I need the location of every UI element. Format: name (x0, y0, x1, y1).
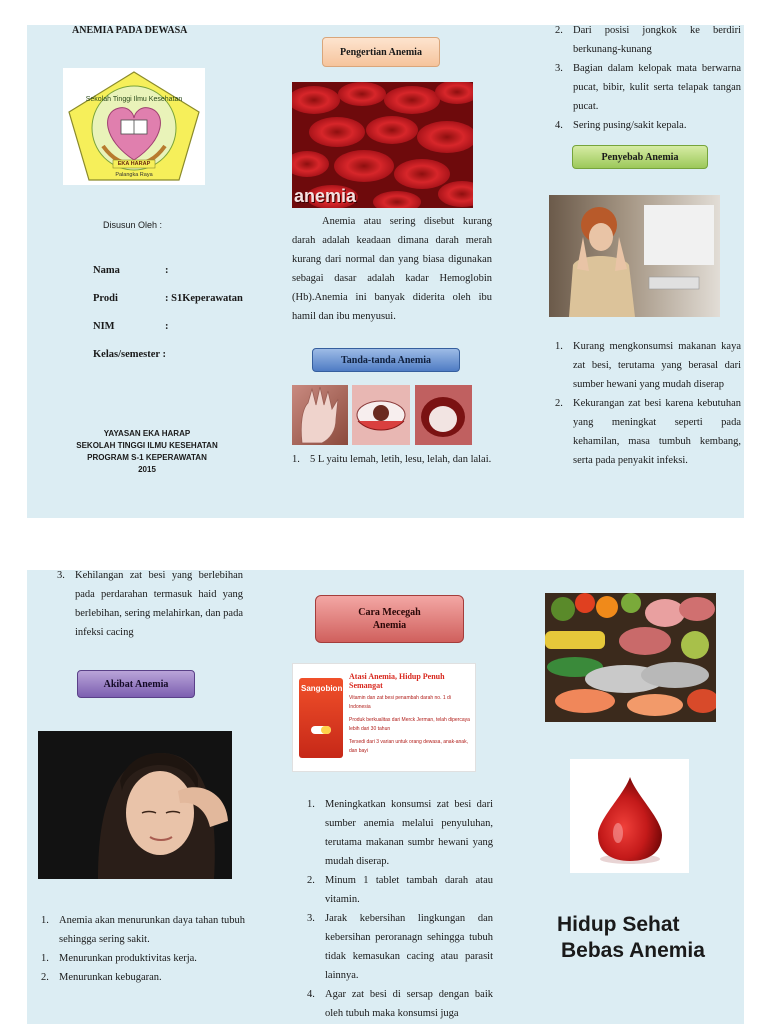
slogan-line1: Hidup Sehat (557, 913, 680, 936)
list-item (555, 337, 741, 394)
list-number: 2. (555, 25, 563, 36)
effects-list (41, 911, 245, 987)
list-text: Sering pusing/sakit kepala. (573, 120, 687, 131)
field-nim (93, 321, 169, 332)
headache-person-icon (38, 731, 232, 879)
iron-rich-food-image (545, 593, 716, 722)
tired-person-icon (549, 195, 720, 317)
list-item (307, 909, 493, 985)
institution-program: PROGRAM S-1 KEPERAWATAN (87, 453, 207, 462)
school-logo-icon (63, 68, 205, 185)
field-label: Kelas/semester : (93, 349, 166, 360)
ad-brand: Sangobion (301, 684, 343, 693)
brochure-front-page (27, 25, 744, 518)
school-logo (63, 68, 205, 185)
list-number: 4. (307, 989, 315, 1000)
list-text: Jarak kebersihan lingkungan dan kebersihan peroranagn sehingga tubuh tidak kemasukan cacing atau parasit lainnya. (325, 913, 493, 981)
list-text: Kurang mengkonsumsi makanan kaya zat besi, terutama yang berasal dari sumber hewani yang mudah diserap (573, 341, 741, 390)
ad-bullet: Produk berkualitas dari Merck Jerman, telah dipercaya lebih dari 30 tahun (349, 717, 470, 732)
slogan (557, 912, 747, 964)
palm-icon (292, 385, 348, 445)
prepared-by: Disusun Oleh : (103, 220, 163, 230)
heading-definition: Pengertian Anemia (322, 37, 440, 67)
list-text: Menurunkan produktivitas kerja. (59, 953, 197, 964)
institution-school: SEKOLAH TINGGI ILMU KESEHATAN (76, 441, 218, 450)
institution-block (37, 428, 257, 476)
field-kelas (93, 349, 166, 360)
heading-prevention: Cara Mecegah Anemia (315, 595, 464, 643)
list-item (292, 450, 492, 469)
ad-bullet: Vitamin dan zat besi penambah darah no. 1 di Indonesia (349, 695, 451, 710)
list-item (307, 795, 493, 871)
brochure-back-page (27, 570, 744, 1024)
list-number: 1. (292, 454, 300, 465)
list-number: 1. (307, 799, 315, 810)
medicine-box (299, 678, 343, 758)
field-prodi (93, 293, 243, 304)
logo-banner: EKA HARAP (117, 161, 151, 167)
field-label: Nama (93, 265, 120, 276)
list-number: 1. (41, 953, 49, 964)
list-number: 2. (555, 398, 563, 409)
pale-palm-image (292, 385, 348, 445)
pale-lips-image (415, 385, 472, 445)
capsule-icon (309, 718, 333, 742)
causes-continued-list (57, 566, 243, 642)
mouth-icon (415, 385, 472, 445)
list-item (41, 911, 245, 949)
ad-headline: Atasi Anemia, Hidup Penuh Semangat (349, 672, 445, 690)
list-item (307, 871, 493, 909)
list-item (555, 21, 741, 59)
tired-worker-image (549, 195, 720, 317)
list-item (41, 949, 245, 968)
logo-arc-text: Sekolah Tinggi Ilmu Kesehatan (85, 96, 183, 103)
signs-list (292, 450, 492, 469)
logo-city: Palangka Raya (115, 172, 153, 178)
list-number: 2. (307, 875, 315, 886)
heading-signs: Tanda-tanda Anemia (312, 348, 460, 372)
blood-drop-icon (570, 759, 689, 873)
headache-woman-image (38, 731, 232, 879)
list-text: Dari posisi jongkok ke berdiri berkunang-kunang (573, 25, 741, 55)
image-caption: anemia (294, 186, 357, 206)
list-item (57, 566, 243, 642)
institution-year: 2015 (138, 465, 156, 474)
cover-title: ANEMIA PADA DEWASA (72, 25, 188, 36)
institution-foundation: YAYASAN EKA HARAP (103, 429, 191, 438)
causes-list (555, 337, 741, 470)
list-item (307, 985, 493, 1023)
sangobion-ad-image (292, 663, 476, 772)
field-label: Prodi (93, 293, 118, 304)
prevention-list (307, 795, 493, 1023)
field-value: : (165, 265, 169, 276)
heading-causes: Penyebab Anemia (572, 145, 708, 169)
pale-eyelid-image (352, 385, 410, 445)
list-text: Anemia akan menurunkan daya tahan tubuh sehingga sering sakit. (59, 915, 245, 945)
list-number: 1. (555, 341, 563, 352)
field-label: NIM (93, 321, 115, 332)
list-number: 3. (555, 63, 563, 74)
anemia-blood-cells-image (292, 82, 473, 208)
signs-continued-list (555, 21, 741, 135)
list-number: 3. (57, 570, 65, 581)
list-number: 1. (41, 915, 49, 926)
definition-text: Anemia atau sering disebut kurang darah adalah keadaan dimana darah merah kurang dari normal dan yang biasa digunakan sebagai dasar adalah kadar Hemoglobin (Hb).Anemia ini banyak diderita oleh ibu hamil dan ibu menyusui. (292, 216, 492, 322)
blood-drop-image (570, 759, 689, 873)
field-value: : S1Keperawatan (165, 293, 243, 304)
list-item (555, 59, 741, 116)
list-text: Agar zat besi di sersap dengan baik oleh tubuh maka konsumsi juga (325, 989, 493, 1019)
list-text: Menurunkan kebugaran. (59, 972, 162, 983)
ad-bullets (349, 694, 473, 756)
eye-icon (352, 385, 410, 445)
food-icon (545, 593, 716, 722)
slogan-line2: Bebas Anemia (561, 939, 705, 962)
list-number: 3. (307, 913, 315, 924)
list-item (555, 116, 741, 135)
list-text: Kehilangan zat besi yang berlebihan pada perdarahan termasuk haid yang berlebihan, sering melahirkan, dan pada infeksi cacing (75, 570, 243, 638)
list-text: Minum 1 tablet tambah darah atau vitamin. (325, 875, 493, 905)
heading-effects: Akibat Anemia (77, 670, 195, 698)
list-number: 4. (555, 120, 563, 131)
list-number: 2. (41, 972, 49, 983)
list-item (555, 394, 741, 470)
list-text: Meningkatkan konsumsi zat besi dari sumber anemia melalui penyuluhan, terutama makanan sumbr hewani yang mudah diserap. (325, 799, 493, 867)
field-nama (93, 265, 169, 276)
field-value: : (165, 321, 169, 332)
list-text: 5 L yaitu lemah, letih, lesu, lelah, dan lalai. (310, 454, 492, 465)
list-text: Bagian dalam kelopak mata berwarna pucat, bibir, kulit serta telapak tangan pucat. (573, 63, 741, 112)
list-text: Kekurangan zat besi karena kebutuhan yang meningkat seperti pada kehamilan, masa tumbuh kembang, serta pada penyakit infeksi. (573, 398, 741, 466)
ad-bullet: Tersedi dari 3 varian untuk orang dewasa, anak-anak, dan bayi (349, 739, 468, 754)
list-item (41, 968, 245, 987)
